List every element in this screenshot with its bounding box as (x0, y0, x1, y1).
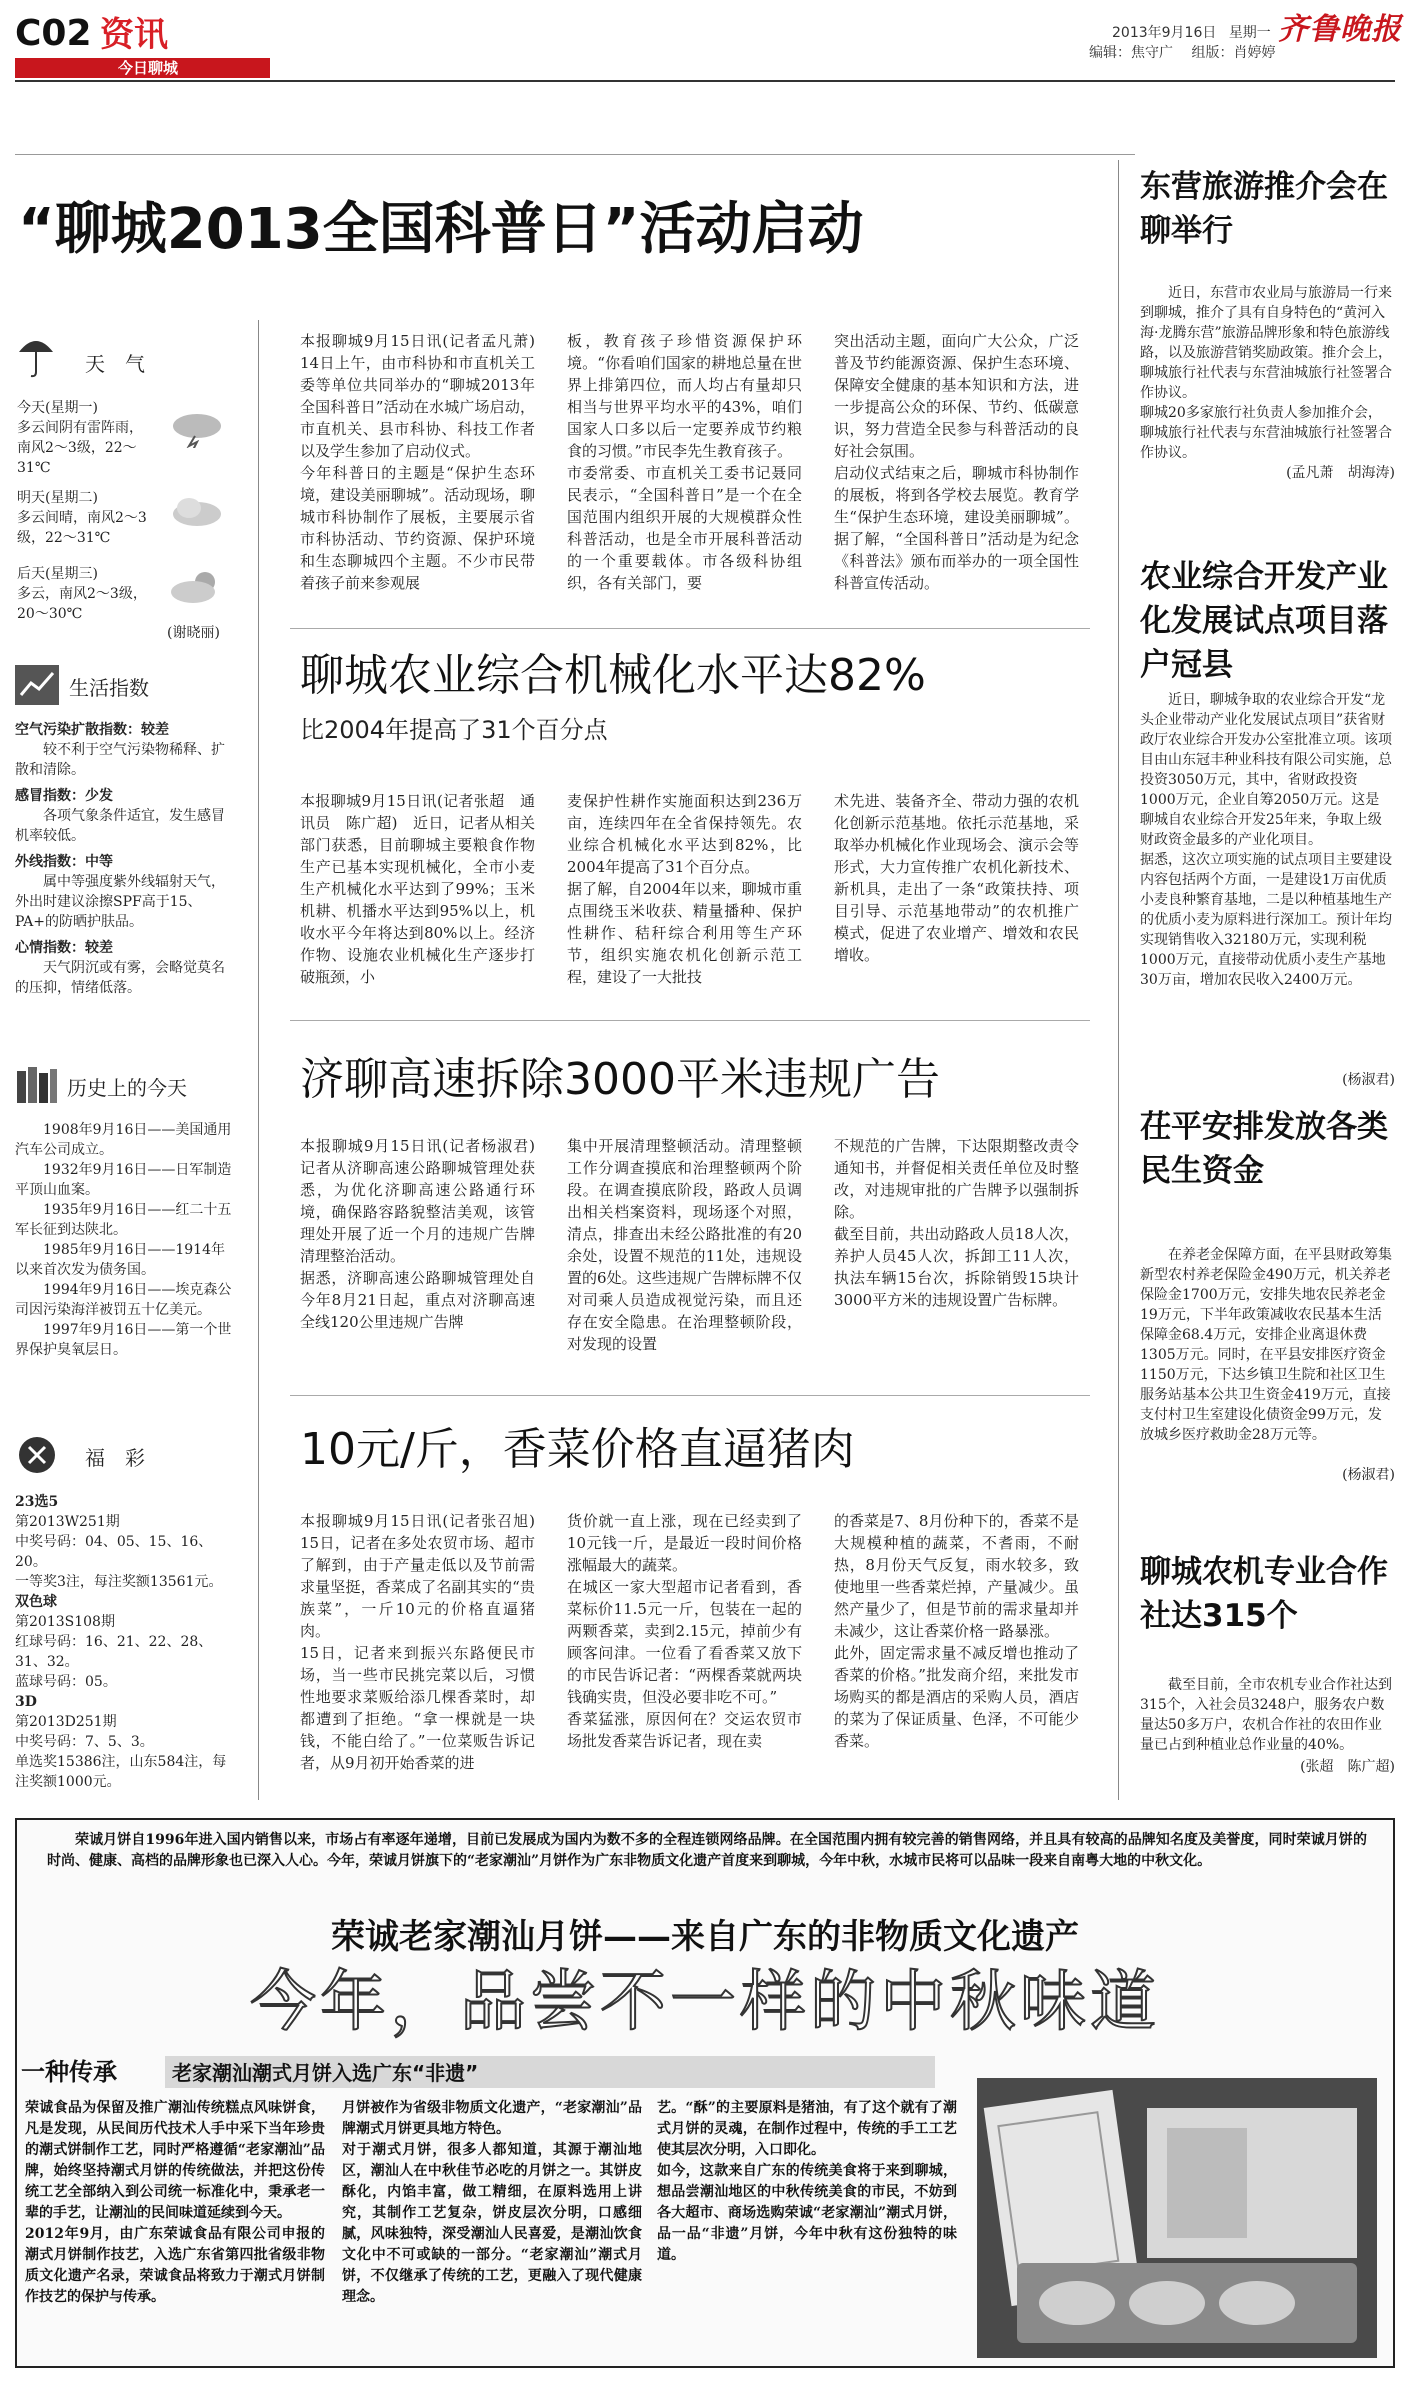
page-code: C02 (15, 13, 92, 54)
life-index-text: 天气阴沉或有雾，会略觉莫名的压抑，情绪低落。 (15, 960, 225, 996)
divider-4 (290, 1395, 1090, 1396)
story4-headline: 10元/斤，香菜价格直逼猪肉 (300, 1424, 855, 1475)
right-story1-body: 近日，东营市农业局与旅游局一行来到聊城，推介了具有自身特色的“黄河入海·龙腾东营”旅游品牌形象和特色旅游线路，以及旅游营销奖励政策。推介会上，聊城旅行社代表与东营油城旅行社签署合作协议。 聊城20多家旅行社负责人参加推介会，聊城旅行社代表与东营油城旅行社签署合作协议。 (1140, 285, 1392, 461)
story4-col-1: 本报聊城9月15日讯(记者张召旭) 15日，记者在多处农贸市场、超市了解到，由于产量走低以及节前需求量坚挺，香菜成了名副其实的“贵族菜”，一斤10元的价格直逼猪肉。 15日，记者来到振兴东路便民市场，当一些市民挑完菜以后，习惯性地要求菜贩给添几棵香菜时，却都遭到了拒绝。“拿一棵就是一块钱，不能白给了。”一位菜贩告诉记者，从9月初开始香菜的进 (300, 1512, 535, 1772)
lead-col-2: 板，教育孩子珍惜资源保护环境。“你看咱们国家的耕地总量在世界上排第四位，而人均占有量却只相当与世界平均水平的43%，咱们国家人口多以后一定要养成节约粮食的习惯。”市民李先生教育孩子。 市委常委、市直机关工委书记聂同民表示，“全国科普日”是一个在全国范围内组织开展的大规模群众性科普活动，也是全市开展科普活动的一个重要载体。市各级科协组织，各有关部门，要 (567, 332, 802, 592)
right-story4-credit: (张超 陈广超) (1300, 1759, 1395, 1775)
right-story4-body: 截至目前，全市农机专业合作社达到315个，入社会员3248户，服务农户数量达50多万户，农机合作社的农田作业量已占到种植业总作业量的40%。 (1140, 1677, 1392, 1753)
cloud-icon (167, 492, 227, 536)
lottery-line: 红球号码：16、21、22、28、31、32。 (15, 1634, 213, 1670)
life-index-text: 各项气象条件适宜，发生感冒机率较低。 (15, 808, 225, 844)
lottery-line: 23选5 (15, 1494, 59, 1510)
lottery-results (15, 1492, 235, 1792)
life-index-item (15, 786, 235, 846)
story2-col-2: 麦保护性耕作实施面积达到236万亩，连续四年在全省保持领先。农业综合机械化水平达到82%，比2004年提高了31个百分点。 据了解，自2004年以来，聊城市重点围绕玉米收获、精量播种、保护性耕作、秸秆综合利用等生产环节，组织实施农机化创新示范工程，建设了一大批技 (567, 792, 802, 986)
right-story3-body: 在养老金保障方面，在平县财政筹集新型农村养老保险金490万元，机关养老保险金1700万元，安排失地农民养老金19万元，下半年政策减收农民基本生活保障金68.4万元，安排企业离退休费1305万元。同时，在平县安排医疗资金1150万元，下达乡镇卫生院和社区卫生服务站基本公共卫生资金419万元，直接支付村卫生室建设化债资金99万元，发放城乡医疗救助金28万元等。 (1140, 1247, 1392, 1443)
mooncake-giftbox-image (977, 2078, 1377, 2358)
ad-tag: 一种传承 (21, 2058, 117, 2086)
story2-col-1: 本报聊城9月15日讯(记者张超 通讯员 陈广超) 近日，记者从相关部门获悉，目前聊城主要粮食作物生产已基本实现机械化，全市小麦生产机械化水平达到了99%；玉米机耕、机播水平达到95%以上，机收水平今年将达到80%以上。经济作物、设施农业机械化生产逐步打破瓶颈，小 (300, 792, 535, 986)
weather-credit: (谢晓丽) (167, 625, 220, 641)
page-header (0, 0, 1409, 90)
story2-col-3: 术先进、装备齐全、带动力强的农机化创新示范基地。依托示范基地，采取举办机械化作业现场会、演示会等形式，大力宣传推广农机化新技术、新机具，走出了一条“政策扶持、项目引导、示范基地带动”的农机推广模式，促进了农业增产、增效和农民增收。 (834, 792, 1079, 964)
lottery-line: 中奖号码：7、5、3。 (15, 1734, 154, 1750)
weather-day-text: 多云，南风2～3级，20～30℃ (17, 586, 147, 622)
life-index-name: 外线指数：中等 (15, 854, 113, 870)
issue-date (1112, 22, 1271, 42)
history-item: 1932年9月16日——日军制造平顶山血案。 (15, 1162, 232, 1198)
weather-day-label: 今天(星期一) (17, 400, 98, 416)
history-item: 1997年9月16日——第一个世界保护臭氧层日。 (15, 1322, 232, 1358)
right-story3-credit: (杨淑君) (1342, 1467, 1395, 1483)
lottery-line: 一等奖3注，每注奖额13561元。 (15, 1574, 223, 1590)
history-list (15, 1120, 235, 1360)
ad-slogan: 今年，品尝不一样的中秋味道 (250, 1963, 1160, 2040)
lottery-line: 第2013D251期 (15, 1714, 117, 1730)
lottery-line: 双色球 (15, 1594, 57, 1610)
ad-headline: 荣诚老家潮汕月饼——来自广东的非物质文化遗产 (331, 1917, 1079, 1957)
story4-col-3: 的香菜是7、8月份种下的，香菜不是大规模种植的蔬菜，不耆雨，不耐热，8月份天气反复，雨水较多，致使地里一些香菜烂掉，产量减少。虽然产量少了，但是节前的需求量却并未减少，这让香菜价格一路暴涨。 此外，固定需求量不减反增也推动了香菜的价格。”批发商介绍，来批发市场购买的都是酒店的采购人员，酒店的菜为了保证质量、色泽，不可能少香菜。 (834, 1512, 1079, 1750)
history-title: 历史上的今天 (67, 1076, 187, 1100)
editor: 编辑：焦守广 (1089, 45, 1173, 61)
ad-intro: 荣诚月饼自1996年进入国内销售以来，市场占有率逐年递增，目前已发展成为国内为数不多的全程连锁网络品牌。在全国范围内拥有较完善的销售网络，并且具有较高的品牌知名度及美誉度，同时荣诚月饼的时尚、健康、高档的品牌形象也已深入人心。今年，荣诚月饼旗下的“老家潮汕”月饼作为广东非物质文化遗产首度来到聊城，今年中秋，水城市民将可以品味一段来自南粤大地的中秋文化。 (47, 1832, 1367, 1869)
right-story1-title: 东营旅游推介会在聊举行 (1140, 169, 1388, 249)
history-item: 1994年9月16日——埃克森公司因污染海洋被罚五十亿美元。 (15, 1282, 232, 1318)
lead-col-1: 本报聊城9月15日讯(记者孟凡萧) 14日上午，由市科协和市直机关工委等单位共同举办的“聊城2013年全国科普日”活动在水城广场启动，市直机关、县市科协、科技工作者以及学生参加了启动仪式。 今年科普日的主题是“保护生态环境，建设美丽聊城”。活动现场，聊城市科协制作了展板，主要展示省市科协活动、节约资源、保护环境和生态聊城四个主题。不少市民带着孩子前来参观展 (300, 332, 535, 592)
life-index-item (15, 852, 235, 932)
mooncake-advertisement (15, 1818, 1395, 2368)
lottery-icon (15, 1435, 59, 1475)
lottery-line: 蓝球号码：05。 (15, 1674, 117, 1690)
lottery-line: 3D (15, 1694, 37, 1710)
divider-3 (290, 1020, 1090, 1021)
life-index-title: 生活指数 (69, 676, 149, 700)
weather-days (17, 398, 237, 640)
lottery-line: 第2013S108期 (15, 1614, 115, 1630)
lead-headline: “聊城2013全国科普日”活动启动 (18, 197, 864, 262)
lead-col-3: 突出活动主题，面向广大公众，广泛普及节约能源资源、保护生态环境、保障安全健康的基本知识和方法，进一步提高公众的环保、节约、低碳意识，努力营造全民参与科普活动的良好社会氛围。 启动仪式结束之后，聊城市科协制作的展板，将到各学校去展览。教育学生“保护生态环境，建设美丽聊城”。据了解，“全国科普日”活动是为纪念《科普法》颁布而举办的一项全国性科普宣传活动。 (834, 332, 1079, 592)
right-story1-credit: (孟凡萧 胡海涛) (1286, 465, 1395, 481)
lottery-title: 福 彩 (85, 1446, 145, 1470)
story3-col-2: 集中开展清理整顿活动。清理整顿工作分调查摸底和治理整顿两个阶段。在调查摸底阶段，路政人员调出相关档案资料，现场逐个对照，清点，排查出未经公路批准的有20余处，设置不规范的11处，违规设置的6处。这些违规广告牌标牌不仅对司乘人员造成视觉污染，而且还存在安全隐患。在治理整顿阶段，对发现的设置 (567, 1137, 802, 1353)
life-index-name: 心情指数：较差 (15, 940, 113, 956)
subsection-label: 今日聊城 (118, 59, 179, 77)
life-index-list (15, 720, 235, 998)
right-column-divider (1118, 160, 1119, 1800)
layout-editor: 组版：肖婷婷 (1191, 45, 1276, 61)
history-item: 1908年9月16日——美国通用汽车公司成立。 (15, 1122, 232, 1158)
life-index-text: 较不利于空气污染物稀释、扩散和清除。 (15, 742, 225, 778)
ad-col-1: 荣诚食品为保留及推广潮汕传统糕点风味饼食，凡是发现，从民间历代技术人手中采下当年珍贵的潮式饼制作工艺，同时严格遵循“老家潮汕”品牌，始终坚持潮式月饼的传统做法，并把这份传统工艺全部纳入到公司统一标准化中，秉承老一辈的手艺，让潮汕的民间味道延续到今天。 2012年9月，由广东荣诚食品有限公司申报的潮式月饼制作技艺，入选广东省第四批省级非物质文化遗产名录，荣诚食品将致力于潮式月饼制作技艺的保护与传承。 (25, 2100, 325, 2305)
life-index-item (15, 938, 235, 998)
story2-subtitle: 比2004年提高了31个百分点 (300, 716, 608, 744)
weather-title: 天 气 (85, 352, 145, 376)
weather-day-text: 多云间晴，南风2～3级，22～31℃ (17, 510, 147, 546)
right-story2-credit: (杨淑君) (1342, 1072, 1395, 1088)
weekday: 星期一 (1228, 25, 1271, 41)
history-item: 1985年9月16日——1914年以来首次发为债务国。 (15, 1242, 225, 1278)
lottery-line: 单选奖15386注，山东584注，每注奖额1000元。 (15, 1754, 227, 1790)
story3-headline: 济聊高速拆除3000平米违规广告 (300, 1054, 940, 1105)
right-column (1140, 165, 1395, 1805)
weather-day-text: 多云间阴有雷阵雨，南风2～3级，22～31℃ (17, 420, 143, 476)
left-sidebar (15, 320, 240, 1800)
thunder-rain-icon (167, 408, 227, 452)
life-index-item (15, 720, 235, 780)
lottery-line: 中奖号码：04、05、15、16、20。 (15, 1534, 213, 1570)
ad-tag-sub: 老家潮汕潮式月饼入选广东“非遗” (172, 2061, 479, 2085)
books-icon (15, 1065, 59, 1105)
right-story4-title: 聊城农机专业合作社达315个 (1140, 1554, 1388, 1634)
editor-credits (1089, 42, 1275, 62)
weather-day (17, 488, 237, 564)
masthead-logo: 齐鲁晚报 (1278, 12, 1402, 47)
life-index-name: 空气污染扩散指数：较差 (15, 722, 169, 738)
umbrella-icon (17, 332, 55, 378)
date: 2013年9月16日 (1112, 25, 1217, 41)
story3-col-3: 不规范的广告牌，下达限期整改责令通知书，并督促相关责任单位及时整改，对违规审批的广告牌予以强制拆除。 截至目前，共出动路政人员18人次，养护人员45人次，拆卸工11人次，执法车辆15台次，拆除销毁15块计3000平方米的违规设置广告标牌。 (834, 1137, 1079, 1309)
right-story2-title: 农业综合开发产业化发展试点项目落户冠县 (1140, 559, 1388, 683)
ad-col-2: 月饼被作为省级非物质文化遗产，“老家潮汕”品牌潮式月饼更具地方特色。 对于潮式月饼，很多人都知道，其源于潮汕地区，潮汕人在中秋佳节必吃的月饼之一。其饼皮酥化，内馅丰富，做工精细，在原料选用上讲究，其制作工艺复杂，饼皮层次分明，口感细腻，风味独特，深受潮汕人民喜爱，是潮汕饮食文化中不可或缺的一部分。“老家潮汕”潮式月饼，不仅继承了传统的工艺，更融入了现代健康理念。 (342, 2100, 642, 2305)
story3-col-1: 本报聊城9月15日讯(记者杨淑君) 记者从济聊高速公路聊城管理处获悉，为优化济聊高速公路通行环境，确保路容路貌整洁美观，该管理处开展了近一个月的违规广告牌清理整治活动。 据悉，济聊高速公路聊城管理处自今年8月21日起，重点对济聊高速全线120公里违规广告牌 (300, 1137, 535, 1331)
story2-headline: 聊城农业综合机械化水平达82% (300, 650, 926, 701)
divider-2 (290, 628, 1090, 629)
right-story2-body: 近日，聊城争取的农业综合开发“龙头企业带动产业化发展试点项目”获省财政厅农业综合开发办公室批准立项。该项目由山东冠丰种业科技有限公司实施，总投资3050万元，其中，省财政投资1000万元，企业自筹2050万元。这是聊城自农业综合开发25年来，争取上级财政资金最多的产业化项目。 据悉，这次立项实施的试点项目主要建设内容包括两个方面，一是建设1万亩优质小麦良种繁育基地，二是以种植基地生产的优质小麦为原料进行深加工。预计年均实现销售收入32180万元，实现利税1000万元，直接带动优质小麦生产基地30万亩，增加农民收入2400万元。 (1140, 692, 1392, 988)
sidebar-divider (258, 320, 259, 1800)
life-index-text: 属中等强度紫外线辐射天气，外出时建议涂擦SPF高于15、PA+的防晒护肤品。 (15, 874, 225, 930)
top-divider (15, 154, 1135, 155)
right-story3-title: 茌平安排发放各类民生资金 (1140, 1109, 1388, 1189)
life-index-name: 感冒指数：少发 (15, 788, 113, 804)
weather-day (17, 398, 237, 488)
weather-day-label: 明天(星期二) (17, 490, 98, 506)
lottery-line: 第2013W251期 (15, 1514, 120, 1530)
ad-col-3: 艺。“酥”的主要原料是猪油，有了这个就有了潮式月饼的灵魂，在制作过程中，传统的手工工艺使其层次分明，入口即化。 如今，这款来自广东的传统美食将于来到聊城，想品尝潮汕地区的中秋传统美食的市民，不妨到各大超市、商场选购荣诚“老家潮汕”潮式月饼，品一品“非遗”月饼，今年中秋有这份独特的味道。 (657, 2100, 957, 2263)
header-rule (15, 80, 1395, 82)
section-name: 资讯 (100, 15, 168, 55)
weather-day-label: 后天(星期三) (17, 566, 98, 582)
chart-icon (15, 665, 59, 705)
sun-cloud-icon (167, 568, 227, 612)
story4-col-2: 货价就一直上涨，现在已经卖到了10元钱一斤，是最近一段时间价格涨幅最大的蔬菜。 在城区一家大型超市记者看到，香菜标价11.5元一斤，包装在一起的两颗香菜，卖到2.15元，掉前少有顾客问津。一位看了看香菜又放下的市民告诉记者：“两棵香菜就两块钱确实贵，但没必要非吃不可。” 香菜猛涨，原因何在？交运农贸市场批发香菜告诉记者，现在卖 (567, 1512, 802, 1750)
history-item: 1935年9月16日——红二十五军长征到达陕北。 (15, 1202, 232, 1238)
